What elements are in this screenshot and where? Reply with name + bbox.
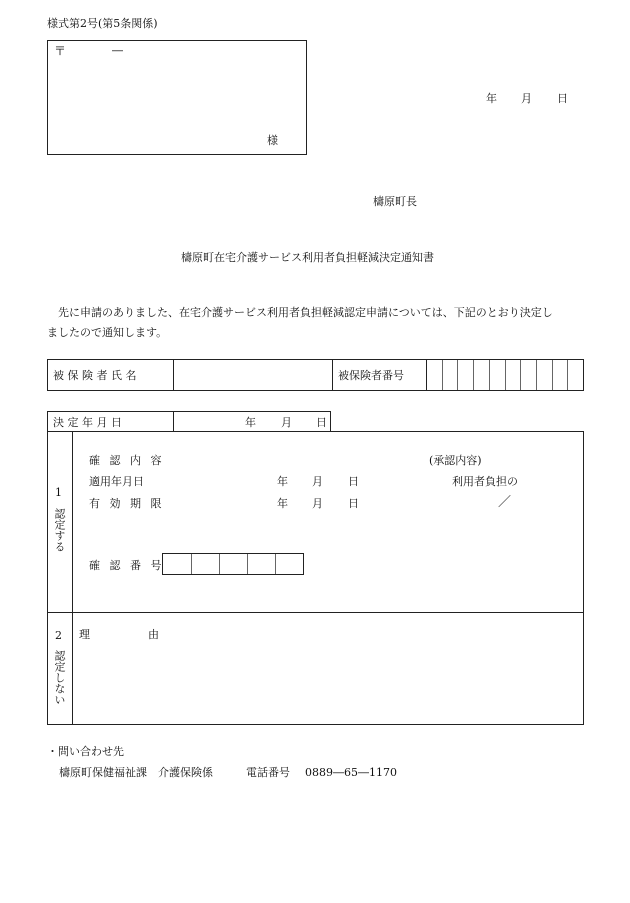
valid-month: 月 — [312, 497, 323, 510]
form-label: 様式第2号(第5条関係) — [47, 17, 158, 30]
body-line-2: ましたので通知します。 — [47, 326, 168, 339]
approved-content-label: (承認内容) — [429, 454, 482, 467]
decision-month: 月 — [281, 416, 292, 429]
valid-period-label: 有 効 期 限 — [89, 497, 165, 510]
valid-day: 日 — [348, 497, 359, 510]
number-cell-divider — [520, 360, 521, 390]
address-box — [47, 40, 307, 155]
approve-label: 認定する — [53, 508, 66, 552]
issuer: 檮原町長 — [373, 195, 417, 208]
contact-phone-label: 電話番号 — [246, 766, 290, 779]
applicable-day: 日 — [348, 475, 359, 488]
postal-dash: ― — [112, 44, 123, 57]
honorific: 様 — [267, 134, 278, 147]
confirm-number-field[interactable] — [162, 553, 304, 575]
document-title: 檮原町在宅介護サービス利用者負担軽減決定通知書 — [181, 251, 434, 264]
confirm-cell-divider — [275, 554, 276, 574]
date-month: 月 — [521, 92, 532, 105]
number-cell-divider — [505, 360, 506, 390]
decision-table — [47, 431, 584, 725]
decision-year: 年 — [245, 416, 256, 429]
insured-number-label: 被保険者番号 — [338, 369, 404, 382]
number-cell-divider — [442, 360, 443, 390]
confirm-content-label: 確 認 内 容 — [89, 454, 165, 467]
burden-label: 利用者負担の — [452, 475, 518, 488]
contact-heading: ・問い合わせ先 — [47, 745, 124, 758]
insured-number-field[interactable] — [426, 360, 583, 390]
date-day: 日 — [557, 92, 568, 105]
confirm-number-label: 確 認 番 号 — [89, 559, 165, 572]
reason-field[interactable] — [73, 644, 581, 722]
decision-date-row — [47, 411, 331, 432]
ratio-slash: ／ — [498, 495, 512, 510]
insured-name-field[interactable] — [174, 360, 332, 390]
confirm-cell-divider — [191, 554, 192, 574]
decision-date-label: 決 定 年 月 日 — [53, 416, 122, 429]
reason-label-2: 由 — [148, 628, 159, 641]
decision-day: 日 — [316, 416, 327, 429]
deny-number: 2 — [55, 629, 62, 642]
date-year: 年 — [486, 92, 497, 105]
deny-label: 認定しない — [53, 650, 66, 705]
number-cell-divider — [552, 360, 553, 390]
number-cell-divider — [567, 360, 568, 390]
number-cell-divider — [457, 360, 458, 390]
applicable-month: 月 — [312, 475, 323, 488]
number-cell-divider — [489, 360, 490, 390]
valid-year: 年 — [277, 497, 288, 510]
contact-department: 檮原町保健福祉課 介護保険係 — [59, 766, 213, 779]
body-line-1: 先に申請のありました、在宅介護サービス利用者負担軽減認定申請については、下記のとおり決定し — [58, 306, 553, 319]
number-cell-divider — [536, 360, 537, 390]
contact-phone: 0889―65―1170 — [305, 766, 397, 779]
confirm-cell-divider — [247, 554, 248, 574]
number-cell-divider — [473, 360, 474, 390]
insured-row — [47, 359, 584, 391]
applicable-date-label: 適用年月日 — [89, 475, 144, 488]
approve-number: 1 — [55, 486, 62, 499]
reason-label-1: 理 — [79, 628, 90, 641]
confirm-cell-divider — [219, 554, 220, 574]
postal-mark: 〒 — [54, 44, 67, 58]
applicable-year: 年 — [277, 475, 288, 488]
insured-name-label: 被 保 険 者 氏 名 — [53, 369, 137, 382]
